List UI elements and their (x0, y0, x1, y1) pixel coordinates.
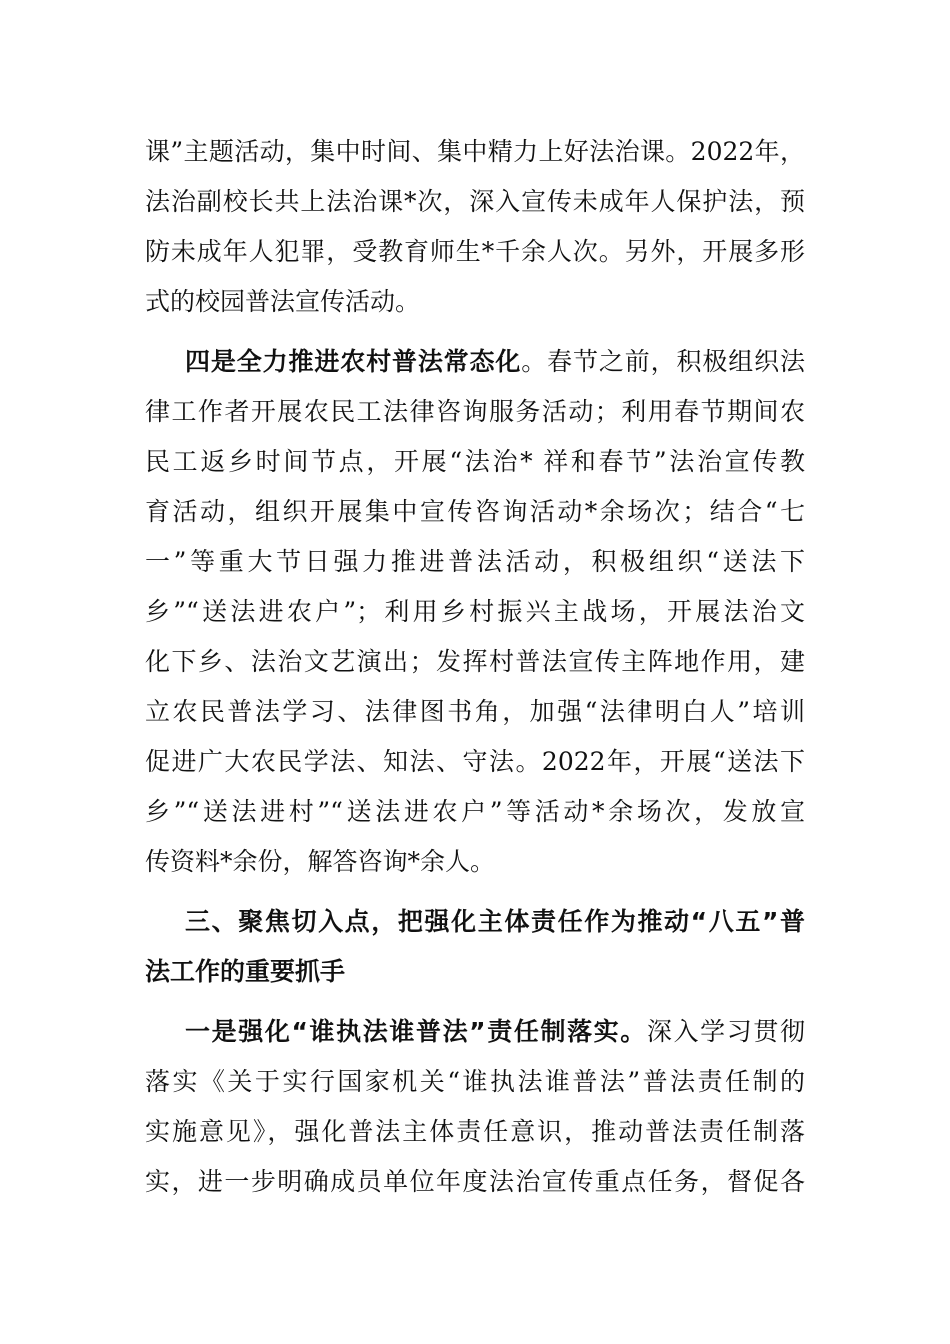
paragraph-3-line-1 (185, 1012, 805, 1052)
paragraph-3-line-1-text: 深入学习贯彻 (646, 1017, 805, 1046)
paragraph-2-lead: 四是全力推进农村普法常态化 (185, 347, 522, 376)
paragraph-2-line-1 (185, 342, 805, 382)
paragraph-1-line-3: 防未成年人犯罪，受教育师生*千余人次。另外，开展多形 (145, 237, 805, 266)
paragraph-2-line-3: 民工返乡时间节点，开展“法治* 祥和春节”法治宣传教 (145, 447, 805, 476)
paragraph-2-line-4: 育活动，组织开展集中宣传咨询活动*余场次；结合“七 (145, 497, 805, 526)
section-heading-line-1: 三、聚焦切入点，把强化主体责任作为推动“八五”普 (185, 907, 805, 936)
paragraph-1-line-4: 式的校园普法宣传活动。 (145, 287, 421, 316)
paragraph-2-line-8: 立农民普法学习、法律图书角，加强“法律明白人”培训 (145, 697, 805, 726)
paragraph-1-line-1: 课”主题活动，集中时间、集中精力上好法治课。2022年， (145, 137, 805, 166)
paragraph-3-line-3: 实施意见》，强化普法主体责任意识，推动普法责任制落 (145, 1117, 805, 1146)
paragraph-2-line-1-text: 。春节之前，积极组织法 (521, 347, 805, 376)
paragraph-2-line-5: 一”等重大节日强力推进普法活动，积极组织“送法下 (145, 547, 805, 576)
section-heading-line-2: 法工作的重要抓手 (145, 957, 346, 986)
paragraph-3-line-4: 实，进一步明确成员单位年度法治宣传重点任务，督促各 (145, 1167, 805, 1196)
paragraph-3-line-2: 落实《关于实行国家机关“谁执法谁普法”普法责任制的 (145, 1067, 805, 1096)
paragraph-2-line-9: 促进广大农民学法、知法、守法。2022年，开展“送法下 (145, 747, 805, 776)
paragraph-2-line-7: 化下乡、法治文艺演出；发挥村普法宣传主阵地作用，建 (145, 647, 805, 676)
paragraph-2-line-11: 传资料*余份，解答咨询*余人。 (145, 847, 496, 876)
paragraph-1-line-2: 法治副校长共上法治课*次，深入宣传未成年人保护法，预 (145, 187, 805, 216)
paragraph-2-line-6: 乡”“送法进农户”；利用乡村振兴主战场，开展法治文 (145, 597, 805, 626)
paragraph-3-lead: 一是强化“谁执法谁普法”责任制落实。 (185, 1017, 647, 1046)
paragraph-2-line-10: 乡”“送法进村”“送法进农户”等活动*余场次，发放宣 (145, 797, 805, 826)
paragraph-2-line-2: 律工作者开展农民工法律咨询服务活动；利用春节期间农 (145, 397, 805, 426)
